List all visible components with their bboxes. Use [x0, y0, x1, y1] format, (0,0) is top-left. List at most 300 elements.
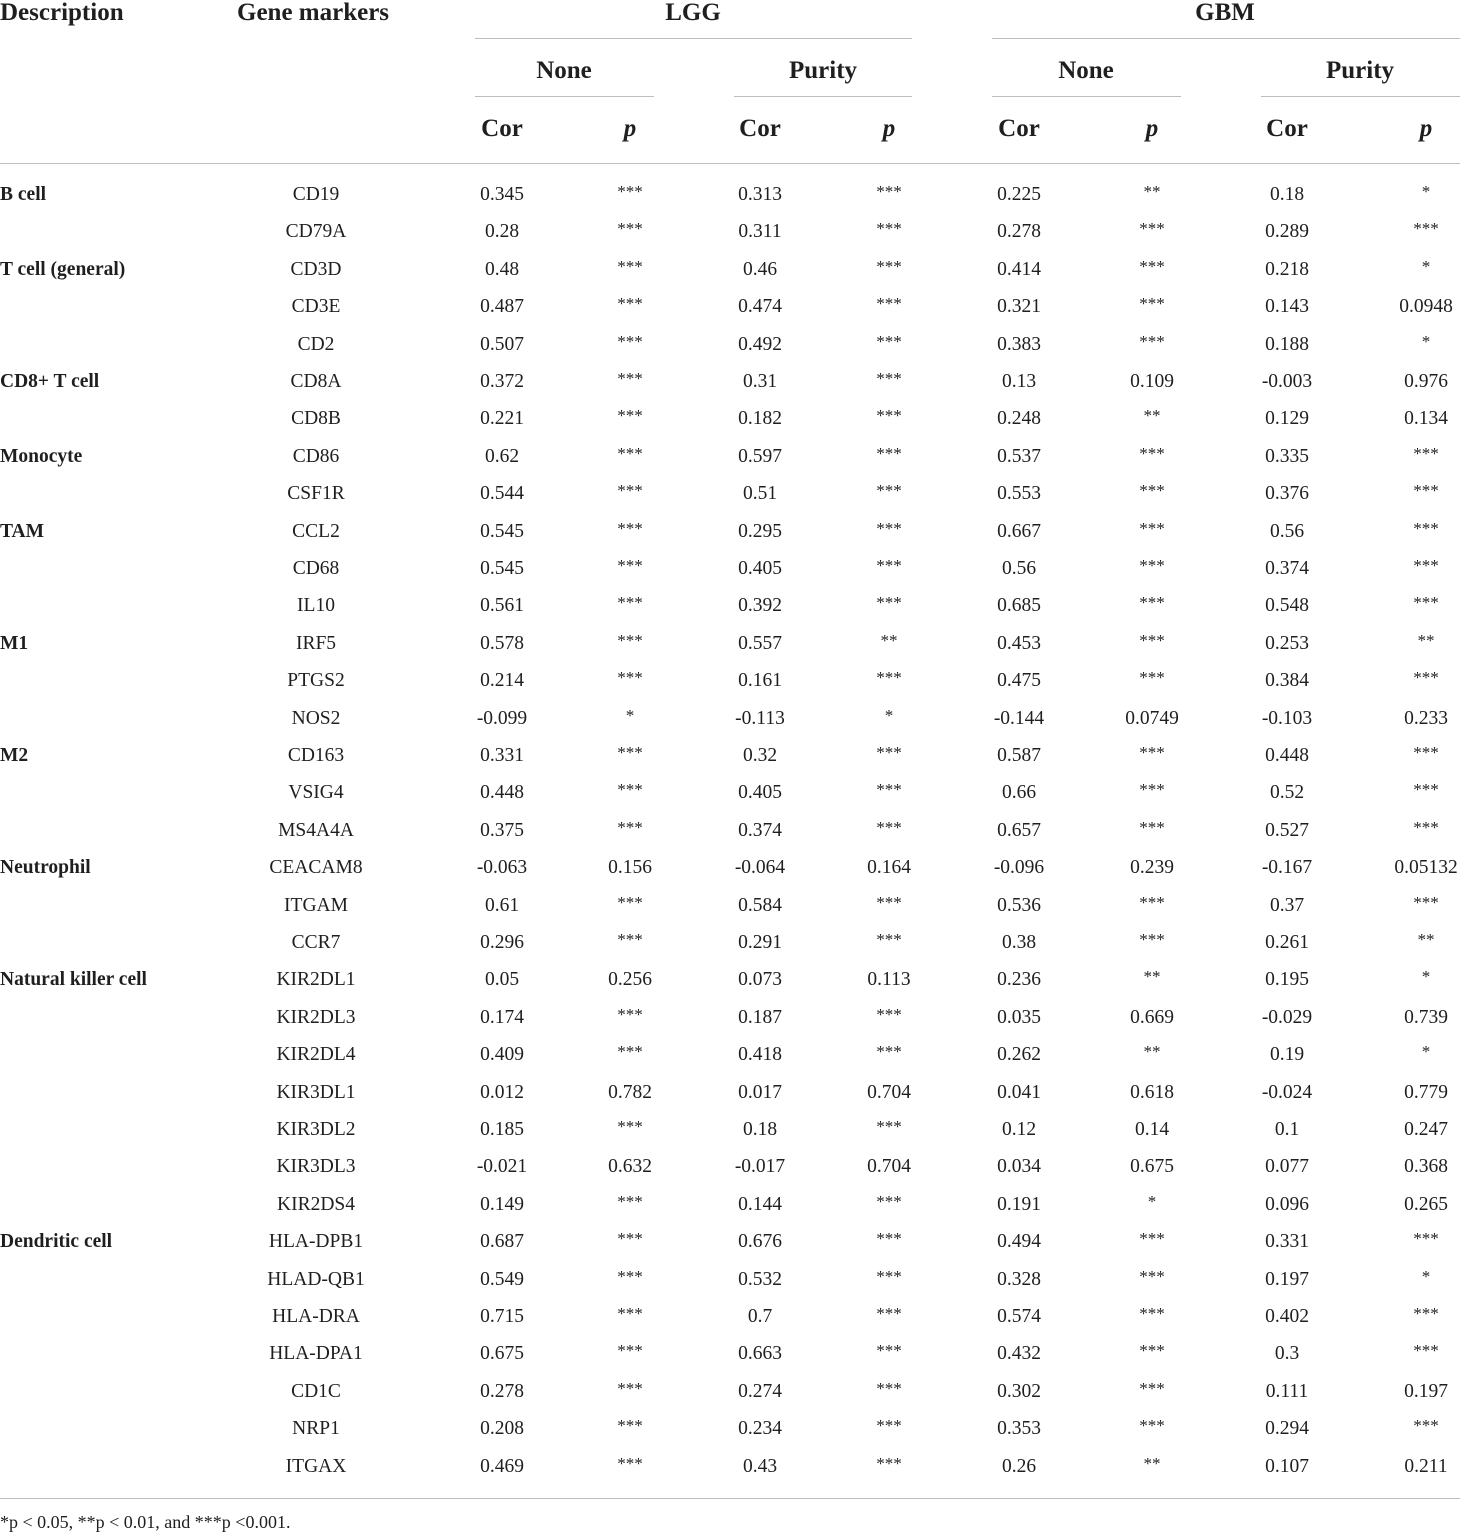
cell-cor: 0.188 [1265, 333, 1309, 355]
cell-p: *** [617, 406, 643, 426]
gbm-underline [992, 38, 1460, 39]
cell-p: *** [617, 743, 643, 762]
cell-p: *** [617, 892, 643, 912]
col-header-cor: Cor [1266, 115, 1308, 142]
cell-p: *** [876, 406, 902, 426]
cell-cor: 0.345 [480, 184, 524, 205]
cell-gene-marker: ITGAM [284, 894, 348, 916]
cell-p: *** [876, 294, 902, 314]
cell-p: *** [1413, 668, 1439, 688]
cell-p: *** [1139, 294, 1165, 314]
cell-cor: -0.103 [1261, 707, 1313, 729]
cell-cor: 0.544 [480, 483, 524, 505]
cell-cor: -0.096 [993, 857, 1045, 879]
cell-gene-marker: CD79A [285, 221, 347, 243]
cell-p: 0.704 [867, 1081, 911, 1103]
cell-cor: 0.19 [1269, 1044, 1305, 1066]
cell-cor: 0.214 [480, 670, 524, 692]
cell-cor: 0.527 [1265, 819, 1309, 841]
cell-cor: -0.113 [735, 707, 785, 729]
cell-p: *** [1139, 481, 1165, 501]
cell-p: 0.156 [608, 857, 652, 879]
cell-cor: 0.657 [997, 819, 1041, 841]
cell-cor: 0.553 [997, 483, 1041, 505]
cell-p: *** [1139, 668, 1165, 688]
cell-p: ** [1417, 930, 1435, 949]
cell-p: 0.976 [1404, 371, 1448, 392]
cell-cor: -0.063 [476, 857, 528, 879]
cell-category: M1 [0, 632, 29, 654]
cell-gene-marker: KIR2DL4 [276, 1044, 356, 1066]
cell-cor: 0.129 [1265, 408, 1309, 430]
cell-p: *** [1139, 930, 1165, 949]
cell-gene-marker: IL10 [297, 595, 335, 617]
cell-p: 0.239 [1130, 857, 1174, 879]
cell-p: *** [1139, 443, 1165, 463]
cell-p: *** [876, 780, 902, 800]
cell-p: * [1421, 1042, 1431, 1062]
cell-p: 0.109 [1130, 371, 1174, 392]
cell-cor: 0.405 [738, 558, 782, 579]
cell-cor: 0.143 [1265, 296, 1309, 318]
cell-p: *** [1139, 1266, 1165, 1286]
cell-p: *** [1139, 1416, 1165, 1436]
cell-p: 0.675 [1130, 1156, 1174, 1178]
cell-cor: 0.18 [1269, 184, 1305, 205]
cell-p: *** [1139, 892, 1165, 912]
cell-p: *** [617, 1004, 643, 1024]
cell-cor: 0.291 [738, 932, 782, 953]
cell-cor: 0.073 [738, 969, 782, 991]
cell-cor: 0.017 [738, 1081, 782, 1103]
cell-cor: 0.448 [480, 782, 524, 804]
cell-cor: 0.13 [1001, 371, 1037, 392]
cell-cor: 0.035 [997, 1006, 1041, 1028]
cell-cor: 0.667 [997, 520, 1041, 542]
cell-p: *** [876, 1416, 902, 1436]
cell-p: *** [617, 1117, 643, 1136]
cell-cor: -0.029 [1261, 1006, 1313, 1028]
cell-cor: 0.487 [480, 296, 524, 318]
cell-cor: 0.56 [1001, 558, 1037, 579]
cell-cor: 0.384 [1265, 670, 1309, 692]
cell-p: *** [1139, 1378, 1165, 1398]
cell-cor: 0.1 [1274, 1119, 1300, 1140]
cell-p: *** [876, 668, 902, 688]
cell-p: *** [617, 1229, 643, 1249]
cell-cor: 0.574 [997, 1306, 1041, 1327]
cell-cor: -0.024 [1261, 1081, 1313, 1103]
cell-cor: 0.374 [738, 819, 782, 841]
cell-gene-marker: CD3D [290, 258, 342, 280]
cell-p: *** [617, 1453, 643, 1473]
cell-cor: 0.248 [997, 408, 1041, 430]
cell-p: 0.14 [1134, 1119, 1170, 1140]
cell-cor: -0.003 [1261, 371, 1313, 392]
cell-cor: 0.311 [738, 221, 782, 243]
cell-gene-marker: CD86 [292, 445, 340, 467]
cell-p: 0.632 [608, 1156, 652, 1178]
cell-cor: 0.107 [1265, 1455, 1309, 1477]
cell-p: *** [876, 443, 902, 463]
cell-cor: 0.474 [738, 296, 782, 318]
cell-cor: 0.234 [738, 1418, 782, 1440]
cell-gene-marker: MS4A4A [278, 819, 354, 841]
cell-cor: 0.549 [480, 1268, 524, 1290]
cell-cor: 0.294 [1265, 1418, 1309, 1440]
cell-cor: 0.548 [1265, 595, 1309, 617]
cell-cor: 0.676 [738, 1231, 782, 1253]
cell-cor: 0.261 [1265, 932, 1309, 953]
cell-cor: 0.584 [738, 894, 782, 916]
cell-cor: 0.3 [1274, 1343, 1300, 1365]
cell-gene-marker: KIR2DL1 [276, 969, 356, 991]
cell-cor: 0.51 [742, 483, 778, 505]
cell-cor: 0.278 [480, 1380, 524, 1402]
cell-p: 0.134 [1404, 408, 1448, 430]
cell-p: *** [876, 518, 902, 538]
cell-cor: 0.32 [742, 745, 778, 766]
subgroup-header-gbm-none: None [1058, 57, 1114, 84]
cell-p: *** [876, 556, 902, 575]
cell-cor: 0.62 [484, 445, 520, 467]
cell-cor: 0.494 [997, 1231, 1041, 1253]
cell-cor: 0.46 [742, 258, 778, 280]
cell-p: *** [1413, 593, 1439, 613]
cell-p: *** [617, 1266, 643, 1286]
cell-cor: 0.187 [738, 1006, 782, 1028]
cell-p: 0.247 [1404, 1119, 1448, 1140]
cell-p: ** [1417, 630, 1435, 650]
cell-gene-marker: CD8B [291, 408, 341, 430]
cell-cor: 0.414 [997, 258, 1041, 280]
cell-cor: 0.041 [997, 1081, 1041, 1103]
cell-cor: 0.236 [997, 969, 1041, 991]
cell-gene-marker: KIR3DL2 [276, 1119, 356, 1140]
col-header-cor: Cor [998, 115, 1040, 142]
cell-cor: 0.687 [480, 1231, 524, 1253]
cell-cor: 0.715 [480, 1306, 524, 1327]
cell-p: *** [617, 1191, 643, 1211]
cell-p: *** [617, 518, 643, 538]
cell-cor: 0.012 [480, 1081, 524, 1103]
cell-p: * [1421, 1266, 1431, 1286]
cell-gene-marker: CCL2 [292, 520, 340, 542]
cell-cor: 0.182 [738, 408, 782, 430]
cell-cor: 0.218 [1265, 258, 1309, 280]
cell-cor: 0.313 [738, 184, 782, 205]
cell-p: *** [876, 481, 902, 501]
cell-category: CD8+ T cell [0, 371, 100, 392]
cell-p: *** [1413, 1304, 1439, 1323]
cell-cor: 0.096 [1265, 1193, 1309, 1215]
cell-p: *** [617, 817, 643, 837]
cell-p: 0.368 [1404, 1156, 1448, 1178]
cell-cor: 0.077 [1265, 1156, 1309, 1178]
cell-p: *** [1139, 556, 1165, 575]
cell-cor: 0.191 [997, 1193, 1041, 1215]
cell-p: *** [1139, 256, 1165, 276]
cell-p: *** [1413, 817, 1439, 837]
cell-gene-marker: KIR2DS4 [276, 1193, 356, 1215]
cell-cor: 0.197 [1265, 1268, 1309, 1290]
cell-p: *** [617, 331, 643, 351]
cell-p: *** [617, 1416, 643, 1436]
cell-p: *** [617, 630, 643, 650]
cell-gene-marker: CD3E [291, 296, 341, 318]
cell-p: 0.704 [867, 1156, 911, 1178]
cell-p: *** [617, 780, 643, 800]
cell-cor: 0.402 [1265, 1306, 1309, 1327]
cell-cor: 0.537 [997, 445, 1041, 467]
cell-p: 0.05132 [1394, 857, 1458, 879]
cell-cor: 0.532 [738, 1268, 782, 1290]
cell-p: *** [617, 443, 643, 463]
cell-p: *** [876, 1004, 902, 1024]
cell-p: * [1421, 256, 1431, 276]
cell-cor: 0.034 [997, 1156, 1041, 1178]
cell-p: *** [1139, 331, 1165, 351]
cell-cor: 0.111 [1265, 1380, 1309, 1402]
cell-category: Dendritic cell [0, 1231, 113, 1253]
cell-gene-marker: HLA-DRA [272, 1306, 360, 1327]
cell-p: 0.782 [608, 1081, 652, 1103]
cell-p: 0.164 [867, 857, 911, 879]
cell-p: *** [617, 481, 643, 501]
cell-p: *** [617, 1304, 643, 1323]
subgroup-header-lgg-none: None [536, 57, 592, 84]
cell-p: *** [1413, 1341, 1439, 1361]
cell-p: *** [617, 256, 643, 276]
cell-p: *** [876, 892, 902, 912]
cell-p: 0.211 [1404, 1455, 1448, 1477]
cell-p: *** [617, 1042, 643, 1062]
cell-cor: 0.52 [1269, 782, 1305, 804]
cell-gene-marker: KIR3DL1 [276, 1081, 356, 1103]
cell-p: ** [1143, 1453, 1161, 1473]
cell-p: 0.233 [1404, 707, 1448, 729]
cell-cor: 0.536 [997, 894, 1041, 916]
lgg-none-underline [475, 96, 654, 97]
cell-p: * [1421, 967, 1431, 987]
cell-cor: 0.545 [480, 520, 524, 542]
cell-p: *** [1139, 1341, 1165, 1361]
cell-cor: 0.7 [747, 1306, 773, 1327]
gbm-purity-underline [1261, 96, 1460, 97]
cell-cor: 0.221 [480, 408, 524, 430]
cell-p: 0.113 [867, 969, 911, 991]
cell-gene-marker: HLA-DPB1 [268, 1231, 364, 1253]
cell-cor: 0.161 [738, 670, 782, 692]
cell-cor: 0.587 [997, 745, 1041, 766]
cell-gene-marker: HLAD-QB1 [267, 1268, 365, 1290]
cell-cor: 0.331 [1265, 1231, 1309, 1253]
cell-cor: 0.469 [480, 1455, 524, 1477]
cell-cor: 0.475 [997, 670, 1041, 692]
cell-gene-marker: IRF5 [295, 632, 337, 654]
cell-p: *** [876, 1117, 902, 1136]
cell-cor: 0.448 [1265, 745, 1309, 766]
cell-p: 0.265 [1404, 1193, 1448, 1215]
cell-gene-marker: ITGAX [285, 1455, 347, 1477]
cell-p: *** [876, 930, 902, 949]
cell-cor: 0.557 [738, 632, 782, 654]
cell-cor: 0.663 [738, 1343, 782, 1365]
cell-cor: 0.278 [997, 221, 1041, 243]
cell-cor: 0.545 [480, 558, 524, 579]
cell-gene-marker: NRP1 [292, 1418, 340, 1440]
cell-category: T cell (general) [0, 258, 126, 280]
cell-gene-marker: KIR2DL3 [276, 1006, 356, 1028]
cell-gene-marker: CD163 [287, 745, 345, 766]
cell-p: ** [1143, 1042, 1161, 1062]
cell-p: *** [1413, 443, 1439, 463]
cell-p: 0.0948 [1399, 296, 1453, 318]
cell-p: 0.256 [608, 969, 652, 991]
col-header-cor: Cor [481, 115, 523, 142]
cell-p: *** [876, 331, 902, 351]
cell-cor: 0.26 [1001, 1455, 1037, 1477]
cell-p: 0.197 [1404, 1380, 1448, 1402]
cell-cor: 0.374 [1265, 558, 1309, 579]
cell-category: Monocyte [0, 445, 83, 467]
col-header-cor: Cor [739, 115, 781, 142]
cell-p: ** [1143, 967, 1161, 987]
cell-cor: 0.405 [738, 782, 782, 804]
cell-category: M2 [0, 745, 29, 766]
cell-p: *** [1139, 518, 1165, 538]
cell-cor: 0.56 [1269, 520, 1305, 542]
cell-cor: 0.507 [480, 333, 524, 355]
cell-cor: 0.685 [997, 595, 1041, 617]
cell-cor: 0.289 [1265, 221, 1309, 243]
cell-p: *** [617, 930, 643, 949]
cell-gene-marker: PTGS2 [287, 670, 345, 692]
cell-p: *** [617, 556, 643, 575]
cell-p: *** [1139, 780, 1165, 800]
cell-p: 0.779 [1404, 1081, 1448, 1103]
cell-cor: 0.561 [480, 595, 524, 617]
cell-cor: 0.174 [480, 1006, 524, 1028]
table-bottom-rule [0, 1498, 1460, 1499]
cell-p: ** [1143, 406, 1161, 426]
cell-p: *** [617, 1378, 643, 1398]
cell-p: *** [617, 294, 643, 314]
cell-p: *** [1413, 780, 1439, 800]
gbm-none-underline [992, 96, 1181, 97]
subgroup-header-lgg-purity: Purity [788, 57, 858, 84]
cell-cor: 0.38 [1001, 932, 1037, 953]
cell-p: * [1421, 182, 1431, 201]
cell-cor: -0.021 [476, 1156, 528, 1178]
cell-cor: 0.376 [1265, 483, 1309, 505]
cell-p: *** [1413, 743, 1439, 762]
cell-cor: 0.253 [1265, 632, 1309, 654]
cell-p: * [884, 705, 894, 725]
cell-cor: 0.66 [1001, 782, 1037, 804]
lgg-purity-underline [734, 96, 912, 97]
cell-p: *** [1139, 630, 1165, 650]
cell-cor: 0.492 [738, 333, 782, 355]
cell-p: *** [1139, 817, 1165, 837]
cell-cor: 0.302 [997, 1380, 1041, 1402]
cell-cor: 0.392 [738, 595, 782, 617]
cell-gene-marker: VSIG4 [288, 782, 344, 804]
cell-cor: 0.675 [480, 1343, 524, 1365]
cell-gene-marker: CD8A [290, 371, 342, 392]
cell-cor: 0.335 [1265, 445, 1309, 467]
cell-cor: 0.18 [742, 1119, 778, 1140]
cell-cor: 0.28 [484, 221, 520, 243]
cell-cor: 0.61 [484, 894, 520, 916]
cell-cor: 0.372 [480, 371, 524, 392]
cell-cor: 0.383 [997, 333, 1041, 355]
cell-cor: 0.195 [1265, 969, 1309, 991]
cell-cor: 0.453 [997, 632, 1041, 654]
cell-p: *** [876, 817, 902, 837]
group-header-gbm: GBM [1195, 0, 1255, 26]
cell-gene-marker: CD1C [291, 1380, 341, 1402]
cell-p: *** [876, 1453, 902, 1473]
cell-p: *** [1413, 518, 1439, 538]
cell-cor: 0.432 [997, 1343, 1041, 1365]
cell-p: *** [617, 219, 643, 239]
cell-gene-marker: CD2 [297, 333, 335, 355]
cell-p: * [625, 705, 635, 725]
cell-gene-marker: CEACAM8 [269, 857, 363, 879]
cell-p: *** [1413, 892, 1439, 912]
cell-p: *** [617, 369, 643, 388]
cell-cor: 0.262 [997, 1044, 1041, 1066]
cell-cor: 0.328 [997, 1268, 1041, 1290]
cell-cor: 0.353 [997, 1418, 1041, 1440]
cell-cor: -0.167 [1261, 857, 1313, 879]
cell-p: *** [617, 1341, 643, 1361]
cell-p: *** [617, 668, 643, 688]
cell-p: * [1421, 331, 1431, 351]
cell-p: 0.739 [1404, 1006, 1448, 1028]
cell-cor: 0.144 [738, 1193, 782, 1215]
cell-p: 0.618 [1130, 1081, 1174, 1103]
cell-cor: 0.331 [480, 745, 524, 766]
cell-p: ** [1143, 182, 1161, 201]
header-rule [0, 163, 1460, 164]
cell-p: *** [876, 1266, 902, 1286]
col-header-p: p [1145, 115, 1159, 142]
cell-p: *** [876, 593, 902, 613]
cell-category: Neutrophil [0, 857, 91, 879]
cell-p: *** [1413, 1229, 1439, 1249]
cell-cor: 0.418 [738, 1044, 782, 1066]
cell-cor: -0.064 [734, 857, 786, 879]
cell-p: *** [876, 1191, 902, 1211]
cell-cor: 0.05 [484, 969, 520, 991]
cell-p: *** [1139, 1304, 1165, 1323]
subgroup-header-gbm-purity: Purity [1325, 57, 1395, 84]
cell-cor: 0.185 [480, 1119, 524, 1140]
cell-p: *** [876, 1378, 902, 1398]
cell-cor: 0.597 [738, 445, 782, 467]
cell-gene-marker: KIR3DL3 [276, 1156, 356, 1178]
cell-category: TAM [0, 520, 45, 542]
cell-p: *** [876, 743, 902, 762]
cell-p: *** [1413, 556, 1439, 575]
cell-cor: 0.375 [480, 819, 524, 841]
cell-cor: 0.578 [480, 632, 524, 654]
lgg-underline [475, 38, 912, 39]
cell-gene-marker: CD68 [292, 558, 340, 579]
cell-cor: 0.274 [738, 1380, 782, 1402]
